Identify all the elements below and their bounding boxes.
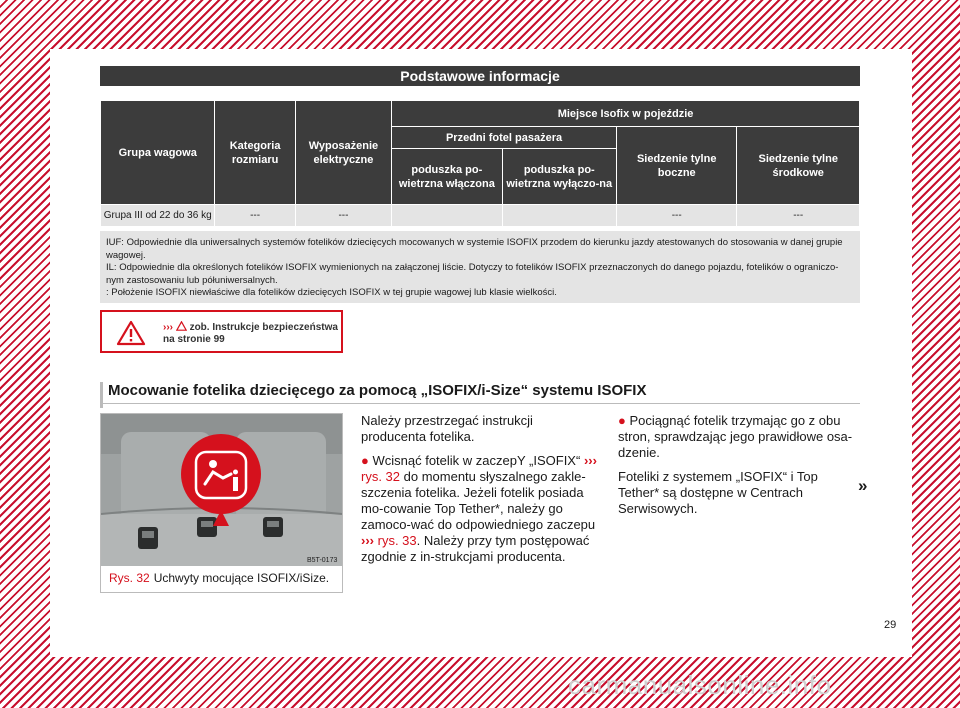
figure-caption <box>109 571 329 585</box>
warning-reference-text: zob. Instrukcje bezpieczeństwa na stronie 99 <box>163 322 338 345</box>
paragraph-bullet-1 <box>361 453 599 565</box>
watermark: carmanualsonline.info <box>568 670 832 700</box>
isofix-anchors-illustration <box>101 414 342 566</box>
figure-label: Rys. 32 <box>109 571 150 585</box>
th-size-category: Kategoria rozmiaru <box>215 101 295 205</box>
paragraph: Foteliki z systemem „ISOFIX“ i Top Tether* są dostępne w Centrach Serwisowych. <box>618 469 818 516</box>
small-warning-icon <box>176 321 187 331</box>
paragraph: Należy przestrzegać instrukcji producenta fotelika. <box>361 413 533 444</box>
reference-arrows: ››› <box>583 453 597 468</box>
table-row <box>101 205 860 227</box>
note-iuf: IUF: Odpowiednie dla uniwersalnych systemów fotelików dziecięcych mocowanych w systemie ISOFIX przodem do kierunku jazdy atestowanych do stosowania w danej grupie wagowej. <box>106 237 843 261</box>
figure-reference-link[interactable]: rys. 32 <box>361 469 401 484</box>
note-x: : Położenie ISOFIX niewłaściwe dla fotelików dziecięcych ISOFIX w tej grupie wagowej lub klasie wielkości. <box>106 287 557 298</box>
text-column-1 <box>361 413 599 573</box>
th-rear-center: Siedzenie tylne środkowe <box>737 127 860 205</box>
th-airbag-on: poduszka po-wietrzna włączona <box>392 149 502 205</box>
th-front-passenger: Przedni fotel pasażera <box>392 127 617 149</box>
reference-arrows: ››› <box>163 322 173 333</box>
th-rear-side: Siedzenie tylne boczne <box>616 127 736 205</box>
th-airbag-off: poduszka po-wietrzna wyłączo-na <box>502 149 616 205</box>
table-cell: Grupa III od 22 do 36 kg <box>101 205 215 227</box>
table-cell <box>392 205 502 227</box>
th-isofix-location: Miejsce Isofix w pojeździe <box>392 101 860 127</box>
table-cell: --- <box>616 205 736 227</box>
table-cell: --- <box>737 205 860 227</box>
page-number: 29 <box>884 619 897 631</box>
safety-warning-box <box>100 310 343 353</box>
bullet-icon: ● <box>618 413 626 428</box>
th-weight-group: Grupa wagowa <box>101 101 215 205</box>
page-header-title: Podstawowe informacje <box>100 66 860 86</box>
reference-arrows: ››› <box>361 533 374 548</box>
bullet-icon: ● <box>361 453 369 468</box>
table-cell: --- <box>215 205 295 227</box>
table-cell: --- <box>295 205 391 227</box>
table-cell <box>502 205 616 227</box>
paragraph-text: Wcisnąć fotelik w zaczepY „ISOFIX“ <box>372 453 581 468</box>
paragraph-text: do momentu słyszalnego zakle-szczenia fotelika. Jeżeli fotelik posiada mo-cowanie Top Tether*, należy go zamoco-wać do odpowiedniego zaczepu <box>361 469 596 532</box>
section-title: Mocowanie fotelika dziecięcego za pomocą „ISOFIX/i-Size“ systemu ISOFIX <box>100 382 860 404</box>
figure-code: B5T-0173 <box>307 557 338 564</box>
isofix-table <box>100 100 860 227</box>
warning-triangle-icon <box>116 320 146 346</box>
paragraph-text: Pociągnąć fotelik trzymając go z obu stron, sprawdzając jego prawidłowe osa-dzenie. <box>618 413 853 460</box>
continue-arrow-icon: » <box>858 476 868 495</box>
note-il: IL: Odpowiednie dla określonych fotelików ISOFIX wymienionych na załączonej liście. Dotyczy to fotelików ISOFIX przeznaczonych do danego pojazdu, fotelików o ograniczo-nym zastosowaniu lub półuniwersalnych. <box>106 262 839 286</box>
warning-text <box>163 321 339 346</box>
figure-caption-text: Uchwyty mocujące ISOFIX/iSize. <box>153 571 330 585</box>
paragraph-text: . Należy przy tym postępować zgodnie z in-strukcjami producenta. <box>361 533 590 564</box>
table-notes <box>100 231 860 303</box>
text-column-2 <box>618 413 858 525</box>
paragraph-bullet-2 <box>618 413 858 461</box>
figure-reference-link[interactable]: rys. 33 <box>377 533 417 548</box>
figure-32 <box>100 413 343 593</box>
th-electric: Wyposażenie elektryczne <box>295 101 391 205</box>
